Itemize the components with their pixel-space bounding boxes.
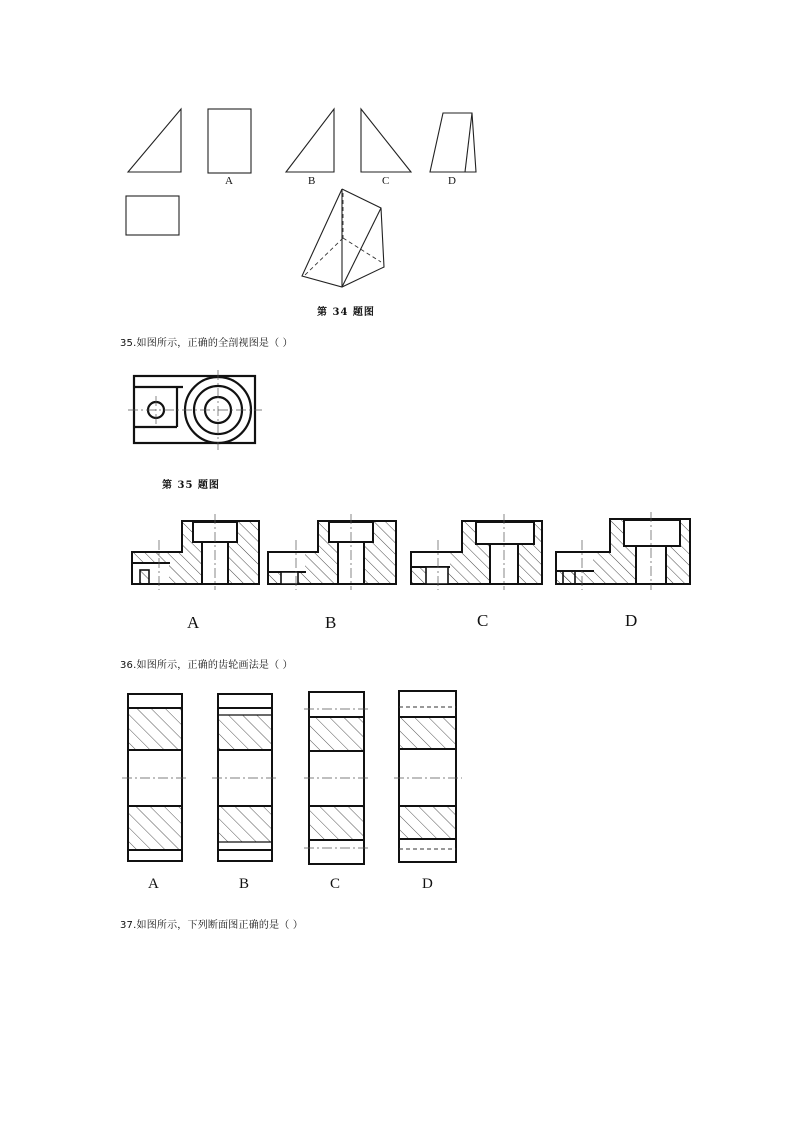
q34-option-a-shape	[208, 109, 251, 173]
q36-option-c	[304, 692, 370, 864]
q36-label-c: C	[330, 876, 341, 892]
q34-option-b-shape	[286, 109, 334, 172]
q37-question: 37.如图所示，下列断面图正确的是（ ）	[120, 920, 304, 931]
q34-given-rectangle	[126, 196, 179, 235]
q34-prism-3d	[302, 189, 384, 287]
q34-given-triangle	[128, 109, 181, 172]
q36-label-d: D	[422, 876, 433, 892]
q35-label-b: B	[325, 613, 337, 632]
q34-option-c-shape	[361, 109, 411, 172]
q35-option-b	[268, 514, 396, 590]
q35-caption: 第 35 题图	[162, 480, 220, 491]
q35-label-a: A	[187, 613, 200, 632]
q35-options	[0, 510, 794, 600]
q35-label-d: D	[625, 611, 638, 630]
q34-figure	[0, 0, 794, 330]
q35-question: 35.如图所示，正确的全剖视图是（ ）	[120, 338, 293, 349]
q36-option-b	[212, 694, 278, 861]
q34-option-d-shape	[430, 113, 476, 172]
q36-option-d	[394, 691, 462, 862]
q36-label-b: B	[239, 876, 250, 892]
q35-label-c: C	[477, 611, 489, 630]
q35-option-c	[411, 514, 542, 590]
q34-label-d: D	[448, 175, 456, 187]
q35-option-a	[132, 514, 259, 590]
q34-label-a: A	[225, 175, 233, 187]
q34-label-c: C	[382, 175, 390, 187]
q36-label-a: A	[148, 876, 159, 892]
q34-caption: 第 34 题图	[317, 307, 375, 318]
q35-given-view	[0, 360, 794, 490]
q36-options	[0, 685, 794, 875]
q34-label-b: B	[308, 175, 316, 187]
q36-option-a	[122, 694, 188, 861]
q35-option-d	[556, 512, 690, 590]
q36-question: 36.如图所示，正确的齿轮画法是（ ）	[120, 660, 293, 671]
